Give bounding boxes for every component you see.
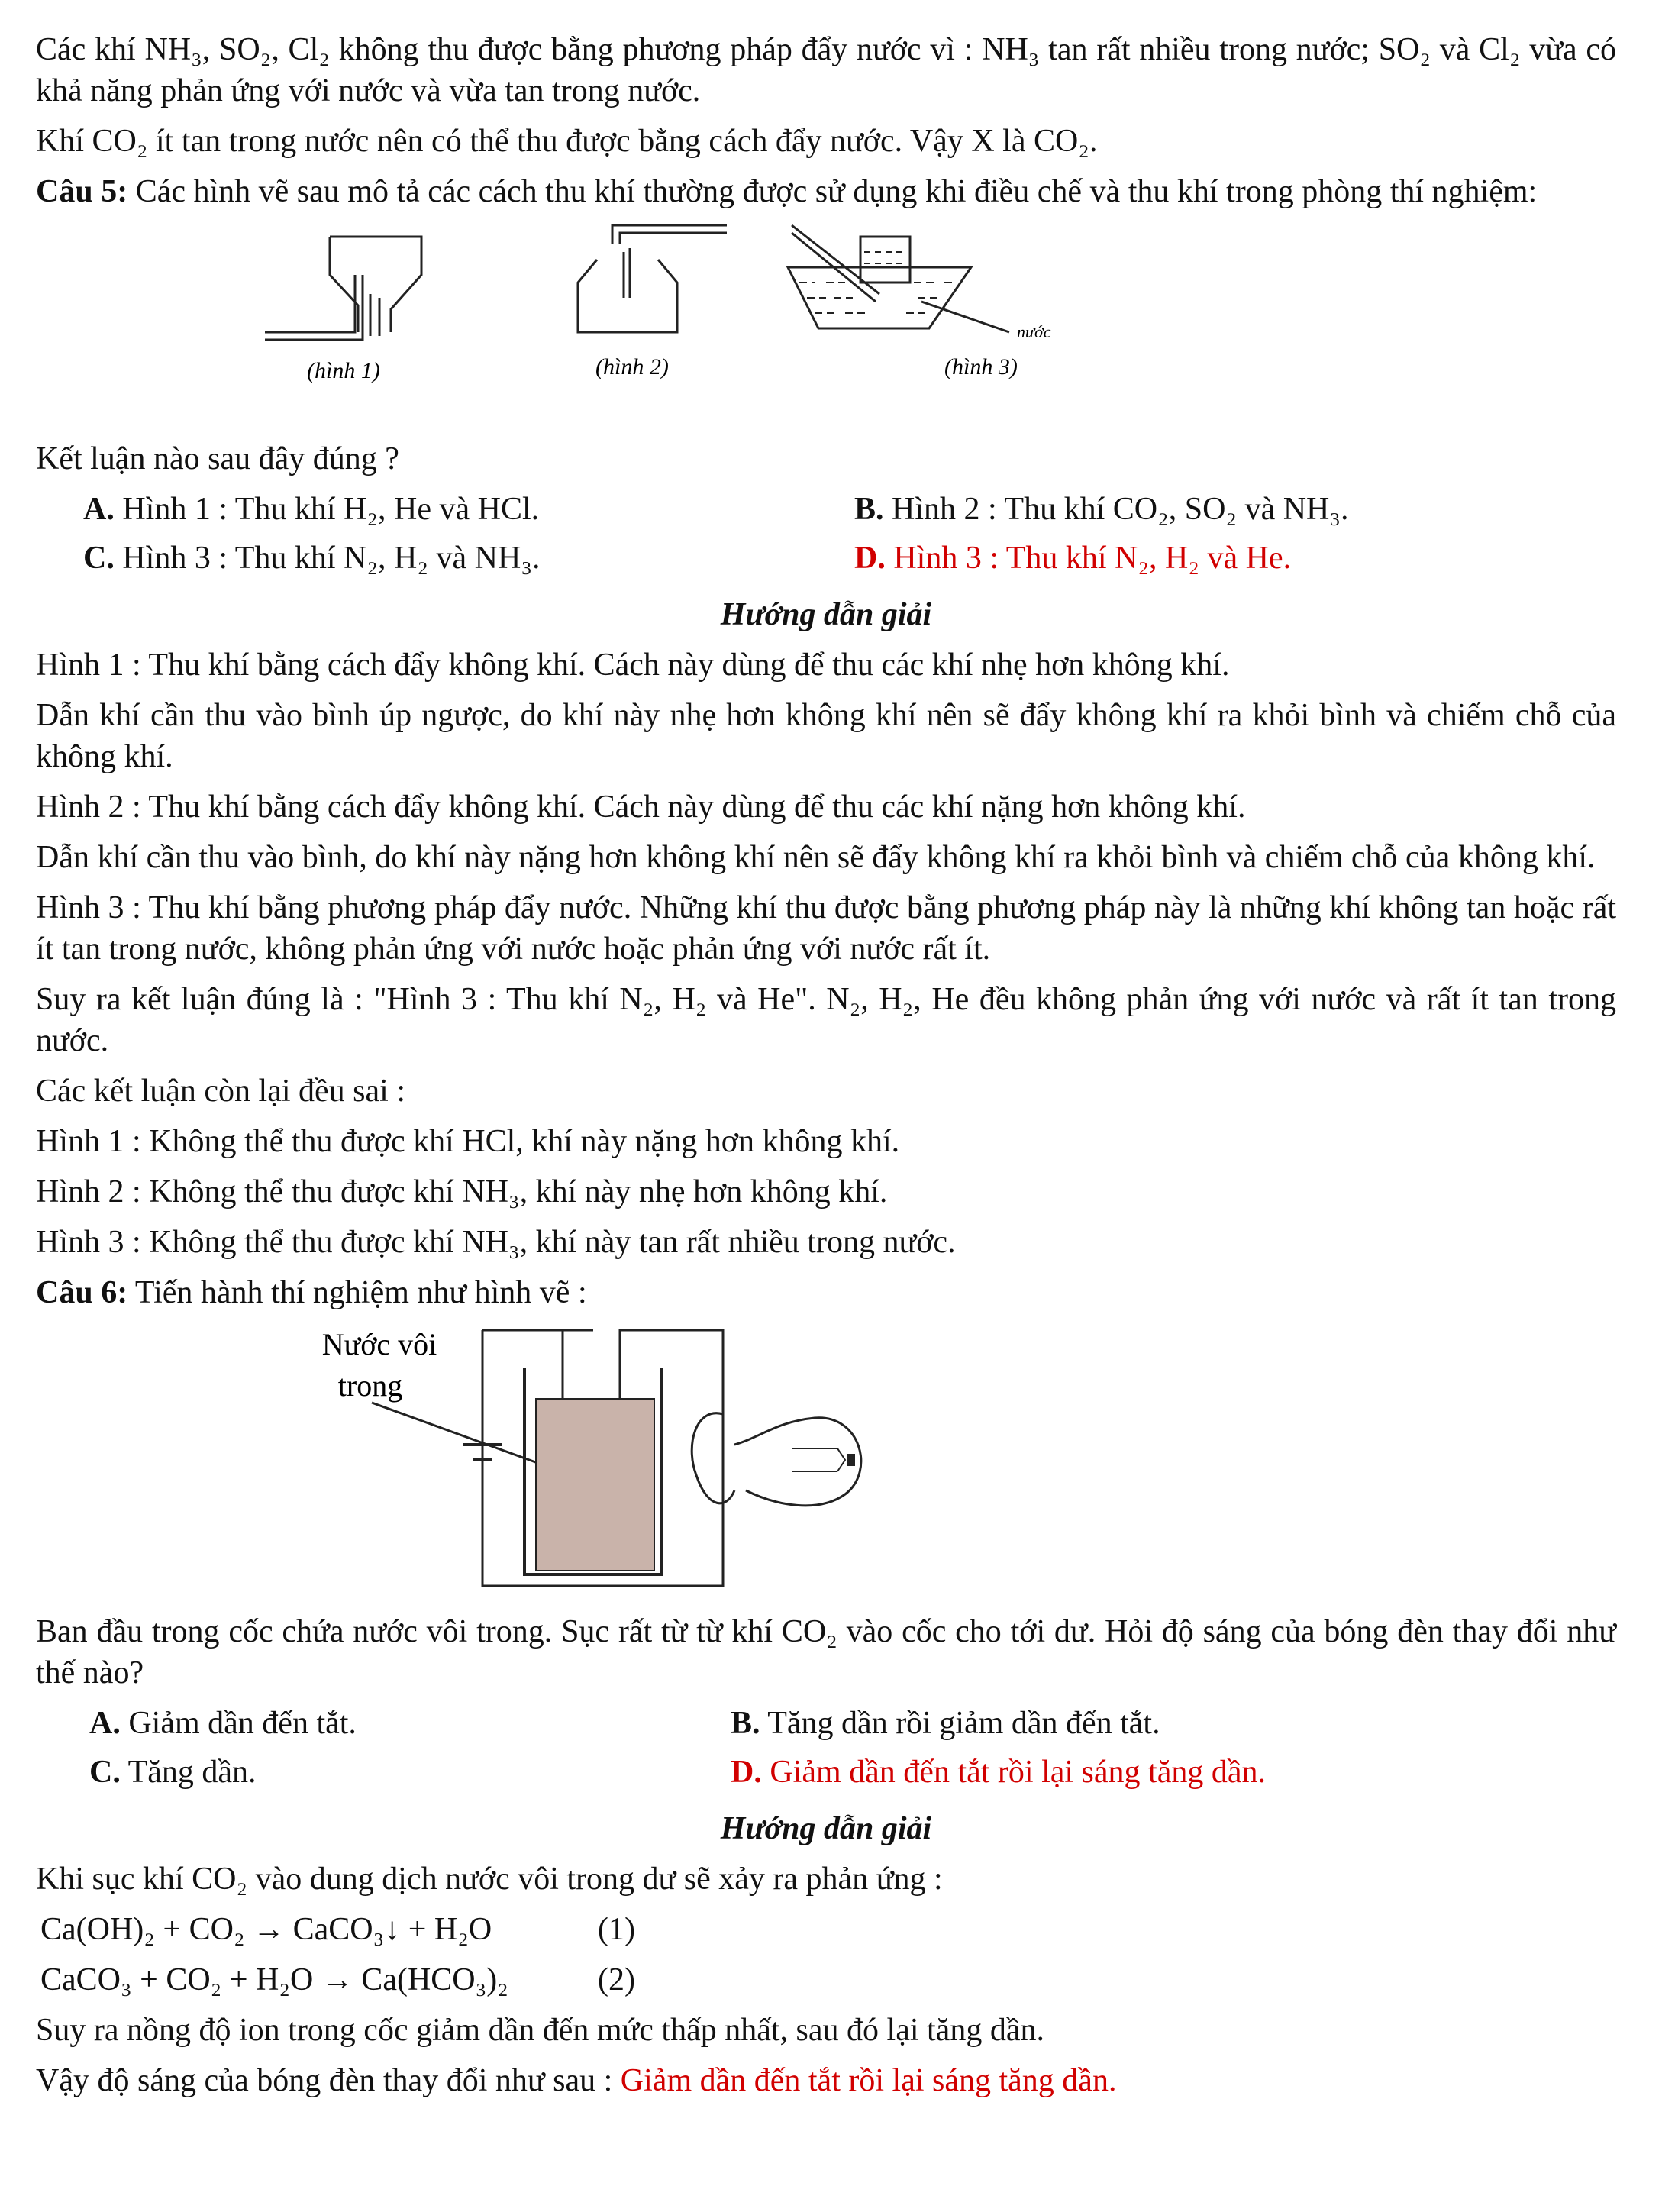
option-text: Hình 1 : Thu khí H₂, He và HCl.: [114, 492, 540, 527]
option-text: Hình 3 : Thu khí N₂, H₂ và NH₃.: [114, 541, 541, 576]
question-5-number: Câu 5:: [36, 174, 128, 209]
question-5-text: Các hình vẽ sau mô tả các cách thu khí thường được sử dụng khi điều chế và thu khí trong phòng thí nghiệm:: [127, 174, 1538, 209]
option-letter: B.: [731, 1706, 760, 1741]
option-d-correct[interactable]: [731, 1752, 1494, 1793]
option-d-correct[interactable]: [854, 538, 1618, 579]
flask-1-outline: [330, 237, 421, 332]
question-5: [36, 171, 1616, 212]
question-6-prompt: Ban đầu trong cốc chứa nước vôi trong. Sục rất từ từ khí CO₂ vào cốc cho tới dư. Hỏi độ sáng của bóng đèn thay đổi như thế nào?: [36, 1614, 1616, 1690]
option-letter: C.: [83, 541, 115, 576]
question-6-number: Câu 6:: [36, 1275, 128, 1310]
figure-1-label: (hình 1): [307, 358, 380, 383]
limewater-solution: [536, 1399, 654, 1571]
tube-1-inner: [265, 275, 363, 340]
option-text: Giảm dần đến tắt rồi lại sáng tăng dần.: [761, 1755, 1266, 1790]
figure-3-label: (hình 3): [944, 354, 1018, 379]
tube-1: [265, 275, 355, 332]
equation-1: [40, 1909, 1616, 1950]
solution-line: Hình 1 : Thu khí bằng cách đẩy không khí. Cách này dùng để thu các khí nhẹ hơn không khí.: [36, 647, 1230, 683]
bulb-socket: [692, 1413, 734, 1503]
option-letter: C.: [89, 1755, 121, 1790]
option-letter: D.: [731, 1755, 762, 1790]
option-c[interactable]: [83, 538, 854, 579]
solution-line: Khi sục khí CO₂ vào dung dịch nước vôi trong dư sẽ xảy ra phản ứng :: [36, 1862, 943, 1897]
option-letter: A.: [89, 1706, 121, 1741]
conductivity-diagram: [257, 1322, 868, 1597]
solution-line: Dẫn khí cần thu vào bình, do khí này nặng hơn không khí nên sẽ đẩy không khí ra khỏi bình và chiếm chỗ của không khí.: [36, 840, 1596, 875]
equation-1-number: (1): [598, 1912, 635, 1947]
question-6-text: Tiến hành thí nghiệm như hình vẽ :: [127, 1275, 587, 1310]
solution-title-6: Hướng dẫn giải: [720, 1811, 932, 1846]
limewater-label-1: Nước vôi: [321, 1327, 437, 1361]
equation-2-formula: CaCO₃ + CO₂ + H₂O → Ca(HCO₃)₂: [40, 1962, 508, 1997]
gas-collection-diagram: [265, 221, 1204, 428]
bulb-filament: [792, 1448, 837, 1471]
option-a[interactable]: [83, 489, 854, 530]
tube-2-inner: [620, 233, 727, 244]
solution-line: Hình 2 : Không thể thu được khí NH₃, khí này nhẹ hơn không khí.: [36, 1174, 888, 1209]
solution-line: Suy ra nồng độ ion trong cốc giảm dần đến mức thấp nhất, sau đó lại tăng dần.: [36, 2013, 1044, 2048]
equation-2-number: (2): [598, 1962, 635, 1997]
conclusion-prefix: Vậy độ sáng của bóng đèn thay đổi như sau :: [36, 2063, 621, 2098]
tube-2-down: [624, 248, 630, 298]
conclusion-answer: Giảm dần đến tắt rồi lại sáng tăng dần.: [620, 2063, 1117, 2098]
solution-line: Các kết luận còn lại đều sai :: [36, 1074, 406, 1109]
option-text: Giảm dần đến tắt.: [120, 1706, 357, 1741]
jar-water-marks: [864, 252, 906, 263]
gas-collection-figure: [265, 221, 1204, 428]
solution-line: Hình 3 : Thu khí bằng phương pháp đẩy nước. Những khí thu được bằng phương pháp này là những khí không tan hoặc rất ít tan trong nước, không phản ứng với nước hoặc phản ứng với nước rất ít.: [36, 890, 1616, 967]
conductivity-figure: [257, 1322, 868, 1597]
option-c[interactable]: [89, 1752, 731, 1793]
solution-line: Dẫn khí cần thu vào bình úp ngược, do khí này nhẹ hơn không khí nên sẽ đẩy không khí ra khỏi bình và chiếm chỗ của không khí.: [36, 698, 1616, 774]
solution-line: Suy ra kết luận đúng là : "Hình 3 : Thu khí N₂, H₂ và He". N₂, H₂, He đều không phản ứng với nước và rất ít tan trong nước.: [36, 982, 1616, 1058]
option-text: Hình 3 : Thu khí N₂, H₂ và He.: [885, 541, 1292, 576]
water-level-marks: [799, 283, 956, 313]
intro-paragraph-1: Các khí NH₃, SO₂, Cl₂ không thu được bằng phương pháp đẩy nước vì : NH₃ tan rất nhiều trong nước; SO₂ và Cl₂ vừa có khả năng phản ứng với nước và vừa tan trong nước.: [36, 32, 1616, 108]
option-letter: A.: [83, 492, 115, 527]
solution-line: Hình 3 : Không thể thu được khí NH₃, khí này tan rất nhiều trong nước.: [36, 1225, 956, 1260]
limewater-pointer: [372, 1403, 540, 1464]
question-5-prompt: Kết luận nào sau đây đúng ?: [36, 441, 399, 476]
collecting-jar: [860, 237, 910, 283]
option-text: Tăng dần rồi giảm dần đến tắt.: [760, 1706, 1160, 1741]
question-6-options: [89, 1703, 1616, 1800]
question-6: [36, 1272, 1616, 1313]
document-page: [36, 29, 1616, 2110]
equation-2: [40, 1959, 1616, 2000]
option-text: Hình 2 : Thu khí CO₂, SO₂ và NH₃.: [883, 492, 1349, 527]
option-b[interactable]: [731, 1703, 1494, 1744]
water-trough: [788, 267, 971, 328]
flask-2-outline: [578, 260, 677, 332]
water-pointer: [921, 302, 1009, 332]
option-b[interactable]: [854, 489, 1618, 530]
intro-paragraph-2: Khí CO₂ ít tan trong nước nên có thể thu được bằng cách đẩy nước. Vậy X là CO₂.: [36, 124, 1098, 159]
bulb-glass: [734, 1418, 861, 1506]
option-letter: B.: [854, 492, 884, 527]
solution-conclusion: [36, 2060, 1616, 2101]
question-5-options: [83, 489, 1616, 586]
limewater-label-2: trong: [337, 1368, 403, 1403]
solution-line: Hình 2 : Thu khí bằng cách đẩy không khí. Cách này dùng để thu các khí nặng hơn không khí.: [36, 790, 1246, 825]
option-letter: D.: [854, 541, 886, 576]
flask-1-outline-left: [330, 237, 358, 332]
equation-1-formula: Ca(OH)₂ + CO₂ → CaCO₃↓ + H₂O: [40, 1912, 492, 1947]
tube-2: [612, 225, 727, 244]
bulb-contact: [847, 1454, 855, 1466]
water-label: nước: [1017, 322, 1051, 341]
solution-title-5: Hướng dẫn giải: [720, 597, 932, 632]
bulb-filament-tip: [837, 1448, 845, 1471]
solution-line: Hình 1 : Không thể thu được khí HCl, khí này nặng hơn không khí.: [36, 1124, 900, 1159]
flask-1-neck: [370, 294, 379, 336]
option-a[interactable]: [89, 1703, 731, 1744]
option-text: Tăng dần.: [120, 1755, 257, 1790]
figure-2-label: (hình 2): [595, 354, 669, 379]
